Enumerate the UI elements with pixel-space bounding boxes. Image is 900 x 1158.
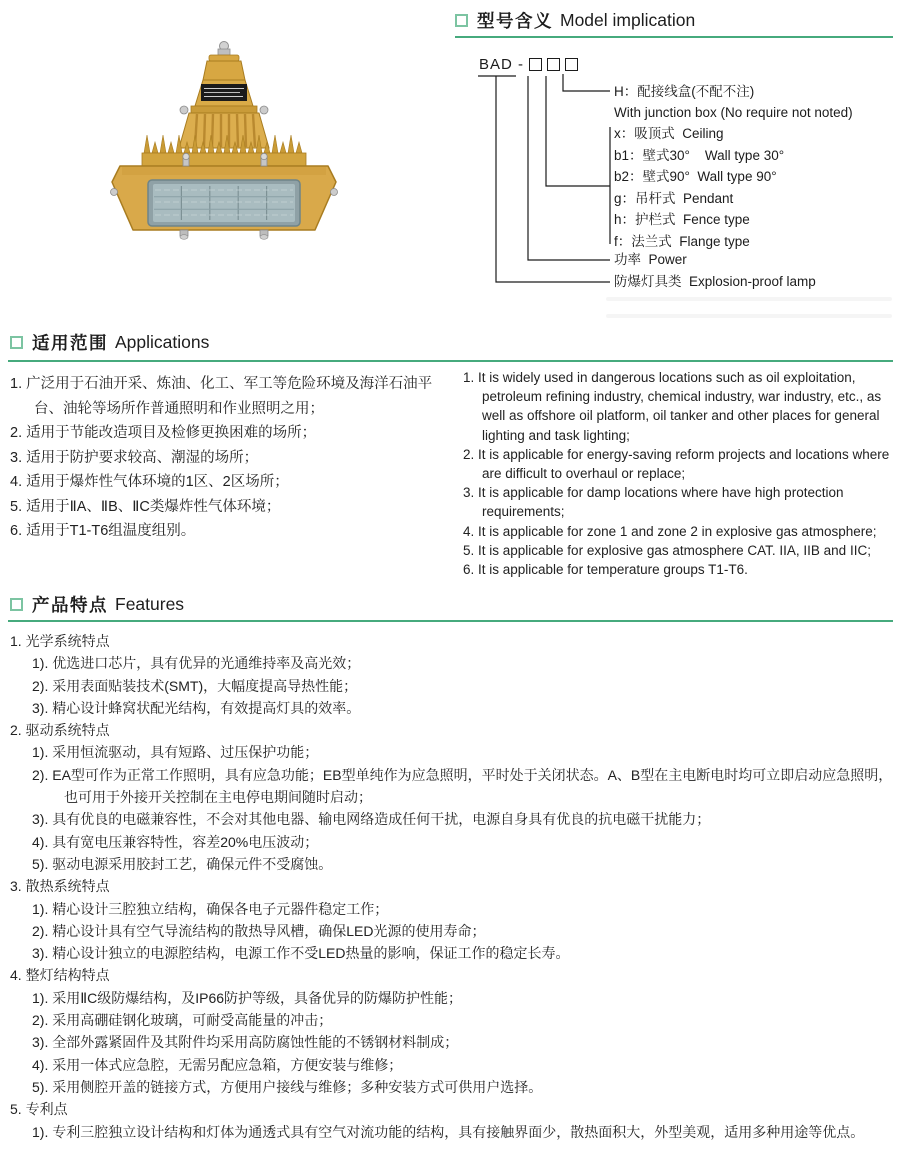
model-junction-en: With junction box (No require not noted) bbox=[614, 105, 853, 120]
feature-item: 2). EA型可作为正常工作照明，具有应急功能；EB型单纯作为应急照明，平时处于关闭状态。A、B型在主电断电时均可立即启动应急照明，也可用于外接开关控制在主电停电期间随时启动； bbox=[32, 766, 893, 806]
section-square-icon bbox=[10, 598, 23, 611]
features-title-en: Features bbox=[115, 593, 185, 614]
model-category-label: 防爆灯具类 Explosion-proof lamp bbox=[614, 274, 816, 289]
model-option-flange: f：法兰式 Flange type bbox=[614, 233, 750, 249]
lamp-nameplate bbox=[201, 84, 247, 101]
feature-group-heading: 2. 驱动系统特点 bbox=[10, 722, 110, 739]
model-section-title-zh: 型号含义 bbox=[477, 10, 553, 31]
feature-item: 4). 采用一体式应急腔，无需另配应急箱，方便安装与维修； bbox=[32, 1056, 403, 1073]
application-item-zh: 5. 适用于ⅡA、ⅡB、ⅡC类爆炸性气体环境； bbox=[10, 498, 281, 515]
model-section-header bbox=[455, 8, 695, 32]
section-square-icon bbox=[10, 336, 23, 349]
application-item-en: 3. It is applicable for damp locations where have high protection requirements; bbox=[463, 485, 844, 520]
watermark-ghost-line bbox=[606, 297, 892, 301]
feature-item: 4). 具有宽电压兼容特性，容差20%电压波动； bbox=[32, 833, 319, 850]
feature-group-heading: 5. 专利点 bbox=[10, 1101, 68, 1118]
applications-title-en: Applications bbox=[115, 331, 210, 352]
model-code-prefix: BAD - bbox=[479, 56, 525, 73]
features-section-header bbox=[10, 592, 184, 616]
lamp-feet-bolts bbox=[180, 230, 268, 239]
application-item-zh: 4. 适用于爆炸性气体环境的1区、2区场所； bbox=[10, 474, 289, 490]
feature-item: 3). 全部外露紧固件及其附件均采用高防腐蚀性能的不锈钢材料制成； bbox=[32, 1034, 459, 1051]
lamp-top-bolt-icon bbox=[209, 42, 239, 62]
feature-group-heading: 1. 光学系统特点 bbox=[10, 633, 110, 649]
explosion-proof-lamp-image bbox=[106, 40, 342, 245]
applications-list-zh bbox=[10, 372, 460, 544]
feature-item: 3). 精心设计独立的电源腔结构，电源工作不受LED热量的影响，保证工作的稳定长寿。 bbox=[32, 945, 570, 962]
section-rule bbox=[455, 36, 893, 38]
model-option-fence: h：护栏式 Fence type bbox=[614, 212, 750, 227]
lamp-heatsink-dome bbox=[179, 106, 269, 148]
applications-list-en bbox=[463, 368, 897, 579]
section-rule bbox=[8, 360, 893, 362]
model-power-label: 功率 Power bbox=[614, 252, 687, 267]
model-option-pendant: g：吊杆式 Pendant bbox=[614, 190, 734, 206]
lamp-led-panel bbox=[148, 180, 300, 226]
feature-item: 1). 采用恒流驱动，具有短路、过压保护功能； bbox=[32, 744, 319, 761]
model-section-title-en: Model implication bbox=[560, 9, 696, 30]
feature-item: 3). 具有优良的电磁兼容性，不会对其他电器、输电网络造成任何干扰，电源自身具有优良的抗电磁干扰能力； bbox=[32, 811, 711, 828]
feature-group-heading: 4. 整灯结构特点 bbox=[10, 967, 110, 984]
applications-title-zh: 适用范围 bbox=[32, 332, 108, 353]
application-item-en: 6. It is applicable for temperature groups T1-T6. bbox=[463, 562, 748, 578]
application-item-zh: 3. 适用于防护要求较高、潮湿的场所； bbox=[10, 449, 259, 466]
application-item-zh: 2. 适用于节能改造项目及检修更换困难的场所； bbox=[10, 425, 317, 441]
watermark-ghost-line bbox=[606, 314, 892, 318]
model-option-wall90: b2：壁式90° Wall type 90° bbox=[614, 169, 777, 184]
section-rule bbox=[8, 620, 893, 622]
feature-item: 1). 专利三腔独立设计结构和灯体为通透式具有空气对流功能的结构，具有接触界面少，散热面积大，外型美观，适用多种用途等优点。 bbox=[32, 1123, 865, 1140]
application-item-en: 5. It is applicable for explosive gas atmosphere CAT. IIA, IIB and IIC; bbox=[463, 542, 871, 558]
application-item-zh: 6. 适用于T1-T6组温度组别。 bbox=[10, 523, 196, 539]
diagram-connector-lines bbox=[470, 55, 630, 290]
feature-item: 3). 精心设计蜂窝状配光结构，有效提高灯具的效率。 bbox=[32, 699, 361, 716]
model-option-ceiling: x：吸顶式 Ceiling bbox=[614, 126, 724, 141]
feature-item: 2). 采用高硼硅钢化玻璃，可耐受高能量的冲击； bbox=[32, 1012, 333, 1029]
feature-item: 5). 采用侧腔开盖的链接方式，方便用户接线与维修；多种安装方式可供用户选择。 bbox=[32, 1078, 543, 1095]
feature-item: 2). 采用表面贴装技术(SMT)，大幅度提高导热性能； bbox=[32, 677, 358, 694]
model-junction-zh: H：配接线盒(不配不注) bbox=[614, 84, 755, 99]
feature-item: 1). 采用ⅡC级防爆结构，及IP66防护等级，具备优异的防爆防护性能； bbox=[32, 989, 463, 1006]
features-content bbox=[10, 630, 896, 1143]
features-title-zh: 产品特点 bbox=[32, 594, 108, 615]
feature-group-heading: 3. 散热系统特点 bbox=[10, 878, 110, 895]
feature-item: 1). 精心设计三腔独立结构，确保各电子元器件稳定工作； bbox=[32, 900, 389, 917]
applications-section-header bbox=[10, 330, 209, 354]
application-item-en: 2. It is applicable for energy-saving reform projects and locations where are difficult to overhaul or replace; bbox=[463, 446, 890, 482]
feature-item: 1). 优选进口芯片，具有优异的光通维持率及高光效； bbox=[32, 655, 361, 672]
application-item-en: 1. It is widely used in dangerous locations such as oil exploitation, petroleum refining industry, chemical industry, war industry, etc., as well as offshore oil platform, oil tanker and other places for general lighting and task lighting; bbox=[463, 370, 882, 443]
application-item-en: 4. It is applicable for zone 1 and zone 2 in explosive gas atmosphere; bbox=[463, 523, 877, 539]
feature-item: 2). 精心设计具有空气导流结构的散热导风槽，确保LED光源的使用寿命； bbox=[32, 922, 486, 939]
application-item-zh: 1. 广泛用于石油开采、炼油、化工、军工等危险环境及海洋石油平台、油轮等场所作普通照明和作业照明之用； bbox=[10, 376, 433, 417]
model-option-wall30: b1：壁式30° Wall type 30° bbox=[614, 147, 785, 163]
feature-item: 5). 驱动电源采用胶封工艺，确保元件不受腐蚀。 bbox=[32, 855, 333, 872]
section-square-icon bbox=[455, 14, 468, 27]
